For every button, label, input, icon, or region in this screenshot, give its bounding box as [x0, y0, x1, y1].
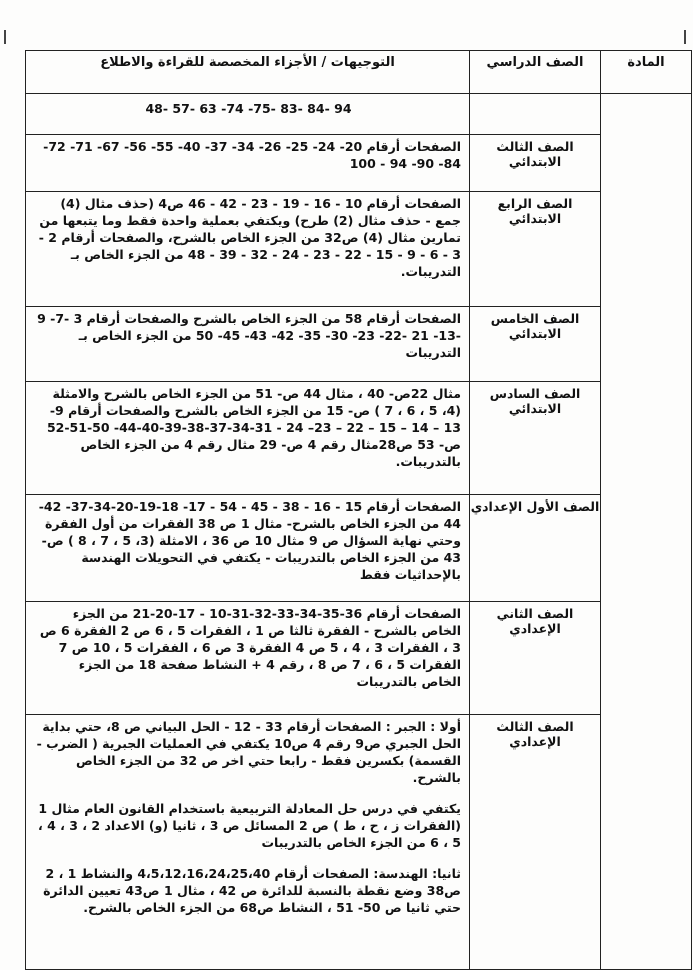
notes-paragraph: مثال 22ص- 40 ، مثال 44 ص- 51 من الجزء الخاص بالشرح والامثلة (4، 5 ، 6 ، 7 ) ص- 15 من الجزء الخاص بالشرح والصفحات أرقام 9- 13 – 14 – 15 – 22 – 23– 24 - 31-34-37-38-39-40-44- 50-51-52 ص- 53 ص28مثال رقم 4 ص- 29 مثال رقم 4 من الجزء الخاص بالتدريبات.	[46, 386, 461, 469]
grade-cell: الصف الثاني الإعدادي	[470, 602, 601, 715]
notes-paragraph: الصفحات أرقام 15 - 16 - 38 - 45 - 54 - 17- 18-19-20-34-37- 42-44 من الجزء الخاص بالشرح- مثال 1 ص 38 الفقرات من أول الفقرة وحتي نهاية السؤال ص 9 مثال 10 ص 36 ، الامثلة (3، 5 ، 7 ، 8 ) ص- 43 من الجزء الخاص بالتدريبات - يكتفي في التحويلات الهندسة بالإحداثيات فقط	[38, 499, 461, 582]
page-corner-mark	[672, 30, 686, 44]
table-row	[26, 715, 692, 970]
notes-cell	[26, 715, 470, 970]
grade-cell: الصف الأول الإعدادي	[470, 495, 601, 602]
header-subject: المادة	[601, 51, 692, 94]
paragraph-gap	[36, 851, 461, 865]
table-row	[26, 382, 692, 495]
header-notes: التوجيهات / الأجزاء المخصصة للقراءة والاطلاع	[26, 51, 470, 94]
subject-cell	[601, 94, 692, 970]
table-row	[26, 192, 692, 307]
notes-paragraph: الصفحات أرقام 58 من الجزء الخاص بالشرح والصفحات أرقام 3 -7- 9 -13- 21 -22- 23- 30- 35- 42- 43- 45- 50 من الجزء الخاص بـ التدريبات	[37, 311, 461, 360]
notes-paragraph: الصفحات أرقام 10 - 16 - 19 - 23 - 42 - 46 ص4 (حذف مثال (4) جمع - حذف مثال (2) طرح) ويكتفي بعملية واحدة فقط وما يتبعها من تمارين مثال (4) ص32 من الجزء الخاص بالشرح، والصفحات أرقام 2 - 3 - 6 - 9 - 15 - 22 - 23 - 24 - 32 - 39 - 48 من الجزء الخاص بـ التدريبات.	[38, 196, 461, 279]
notes-paragraph: ثانيا: الهندسة: الصفحات أرقام 4،5،12،16،24،25،40 والنشاط 1 ، 2 ص38 وضع نقطة بالنسبة للدائرة ص 42 ، مثال 1 ص43 تعيين الدائرة حتي ثانيا ص 50- 51 ، النشاط ص68 من الجزء الخاص بالشرح.	[43, 866, 461, 915]
notes-paragraph: الصفحات أرقام 20- 24- 25- 26- 34- 37- 40- 55- 56- 67- 71- 72- 84- 90- 94 - 100	[43, 139, 461, 171]
grade-cell: الصف الثالث الابتدائي	[470, 135, 601, 192]
table-header-row	[26, 51, 692, 94]
grade-cell: الصف الرابع الابتدائي	[470, 192, 601, 307]
notes-cell	[26, 602, 470, 715]
grade-cell-empty	[470, 94, 601, 135]
notes-cell	[26, 495, 470, 602]
notes-paragraph: أولا : الجبر : الصفحات أرقام 33 - 12 - الحل البياني ص 8، حتي بداية الحل الجبري ص9 رقم 4 ص10 يكتفي في العمليات الجبرية ( الضرب - القسمة) بكسرين فقط - رابعا حتي اخر ص 32 من الجزء الخاص بالشرح.	[36, 719, 461, 785]
page-corner-mark	[4, 30, 18, 44]
notes-cell	[26, 307, 470, 382]
table-row	[26, 602, 692, 715]
notes-cell	[26, 382, 470, 495]
notes-paragraph: يكتفي في درس حل المعادلة التربيعية باستخدام القانون العام مثال 1 (الفقرات ز ، ح ، ط ) ص 2 المسائل ص 3 ، ثانيا (و) الاعداد 2 ، 3 ، 4 ، 5 ، 6 من الجزء الخاص بالتدريبات	[37, 801, 461, 850]
table-row	[26, 307, 692, 382]
table-row	[26, 495, 692, 602]
header-grade: الصف الدراسي	[470, 51, 601, 94]
grade-cell: الصف السادس الابتدائي	[470, 382, 601, 495]
curriculum-table	[25, 50, 692, 970]
table-row	[26, 94, 692, 135]
notes-cell	[26, 135, 470, 192]
notes-paragraph: الصفحات أرقام 36-35-34-33-32-31-10 - 17-20-21 من الجزء الخاص بالشرح - الفقرة ثالثا ص 1 ، الفقرات 5 ، 6 ص 2 الفقرة 6 ص 3 ، الفقرات 3 ، 4 ، 5 ص 4 الفقرة 3 ص 6 ، الفقرات 5 ، 10 ص 7 الفقرات 5 ، 6 ، 7 ص 8 ، رقم 4 + النشاط صفحة 18 من الجزء الخاص بالتدريبات	[39, 606, 461, 689]
notes-cell: 94 -84 -83 -75- 74- 63 -57 -48	[26, 94, 470, 135]
notes-cell	[26, 192, 470, 307]
paragraph-gap	[36, 786, 461, 800]
grade-cell: الصف الثالث الإعدادي	[470, 715, 601, 970]
grade-cell: الصف الخامس الابتدائي	[470, 307, 601, 382]
table-row	[26, 135, 692, 192]
